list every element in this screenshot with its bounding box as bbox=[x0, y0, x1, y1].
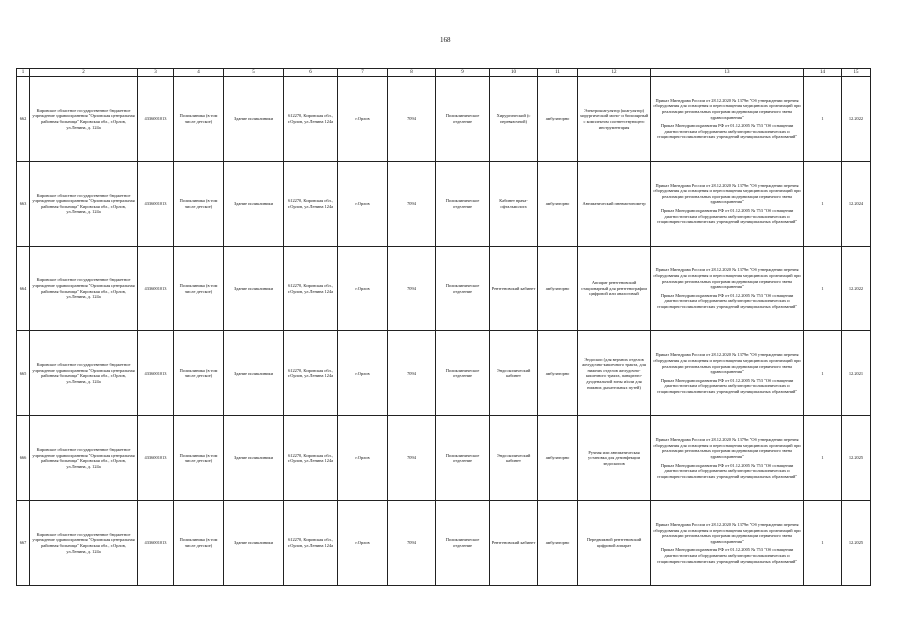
column-header: 8 bbox=[388, 69, 436, 77]
column-header: 10 bbox=[490, 69, 538, 77]
unit-cell: Поликлиника (в том числе детское) bbox=[174, 161, 224, 246]
regulation-order-753: Приказ Минздравсоцразвития РФ от 01.12.2005 № 753 "Об оснащении диагностическим оборудованием амбулаторно-поликлинических и стационарно-поликлинических учреждений муниципальных образований" bbox=[656, 123, 798, 140]
table-row bbox=[17, 77, 871, 162]
department-cell: Поликлиническое отделение bbox=[436, 331, 490, 416]
row-number: 662 bbox=[17, 77, 30, 162]
table-row bbox=[17, 501, 871, 586]
building-cell: Здание поликлиники bbox=[224, 77, 284, 162]
equipment-cell: Передвижной рентгеновский цифровой аппарат bbox=[578, 501, 651, 586]
care-type-cell: амбулаторно bbox=[538, 161, 578, 246]
city-cell: г.Орлов bbox=[338, 161, 388, 246]
address-cell: 612270, Кировская обл., г.Орлов, ул.Ленина 124а bbox=[284, 77, 338, 162]
address-cell: 612270, Кировская обл., г.Орлов, ул.Ленина 124а bbox=[284, 161, 338, 246]
regulation-order-753: Приказ Минздравсоцразвития РФ от 01.12.2005 № 753 "Об оснащении диагностическим оборудованием амбулаторно-поликлинических и стационарно-поликлинических учреждений муниципальных образований" bbox=[656, 462, 798, 479]
address-cell: 612270, Кировская обл., г.Орлов, ул.Ленина 124а bbox=[284, 246, 338, 331]
address-cell: 612270, Кировская обл., г.Орлов, ул.Ленина 124а bbox=[284, 416, 338, 501]
date-cell: 12.2025 bbox=[842, 501, 871, 586]
code-cell: 7094 bbox=[388, 161, 436, 246]
row-number: 665 bbox=[17, 331, 30, 416]
regulation-order-753: Приказ Минздравсоцразвития РФ от 01.12.2005 № 753 "Об оснащении диагностическим оборудованием амбулаторно-поликлинических и стационарно-поликлинических учреждений муниципальных образований" bbox=[656, 208, 798, 225]
regulation-order-1379n: Приказ Минздрава России от 28.12.2020 № 1379н "Об утверждении перечня оборудования для оснащения и переоснащения медицинских организаций при реализации региональных программ модернизации первичного звена здравоохранения" bbox=[653, 267, 801, 290]
organization-cell: Кировское областное государственное бюджетное учреждение здравоохранения "Орловская центральная районная больница" Кировская обл., г.Орлов, ул.Ленина, д. 124а bbox=[30, 416, 138, 501]
room-cell: Эндоскопический кабинет bbox=[490, 331, 538, 416]
row-number: 663 bbox=[17, 161, 30, 246]
equipment-cell: Электрокоагулятор (коагулятор) хирургический моно- и биполярный с комплектом соответствующего инструментария bbox=[578, 77, 651, 162]
department-cell: Поликлиническое отделение bbox=[436, 246, 490, 331]
code-cell: 7094 bbox=[388, 77, 436, 162]
date-cell: 12.2021 bbox=[842, 331, 871, 416]
quantity-cell: 1 bbox=[804, 416, 842, 501]
organization-cell: Кировское областное государственное бюджетное учреждение здравоохранения "Орловская центральная районная больница" Кировская обл., г.Орлов, ул.Ленина, д. 124а bbox=[30, 246, 138, 331]
inn-cell: 4336001013 bbox=[138, 77, 174, 162]
care-type-cell: амбулаторно bbox=[538, 77, 578, 162]
column-header: 9 bbox=[436, 69, 490, 77]
code-cell: 7094 bbox=[388, 501, 436, 586]
regulation-order-753: Приказ Минздравсоцразвития РФ от 01.12.2005 № 753 "Об оснащении диагностическим оборудованием амбулаторно-поликлинических и стационарно-поликлинических учреждений муниципальных образований" bbox=[656, 377, 798, 394]
table-row bbox=[17, 331, 871, 416]
department-cell: Поликлиническое отделение bbox=[436, 501, 490, 586]
room-cell: Рентгеновский кабинет bbox=[490, 246, 538, 331]
date-cell: 12.2022 bbox=[842, 246, 871, 331]
column-header: 7 bbox=[338, 69, 388, 77]
regulation-order-1379n: Приказ Минздрава России от 28.12.2020 № 1379н "Об утверждении перечня оборудования для оснащения и переоснащения медицинских организаций при реализации региональных программ модернизации первичного звена здравоохранения" bbox=[653, 182, 801, 205]
care-type-cell: амбулаторно bbox=[538, 246, 578, 331]
regulation-order-1379n: Приказ Минздрава России от 28.12.2020 № 1379н "Об утверждении перечня оборудования для оснащения и переоснащения медицинских организаций при реализации региональных программ модернизации первичного звена здравоохранения" bbox=[653, 521, 801, 544]
column-header: 5 bbox=[224, 69, 284, 77]
inn-cell: 4336001013 bbox=[138, 501, 174, 586]
unit-cell: Поликлиника (в том числе детское) bbox=[174, 77, 224, 162]
column-header: 11 bbox=[538, 69, 578, 77]
organization-cell: Кировское областное государственное бюджетное учреждение здравоохранения "Орловская центральная районная больница" Кировская обл., г.Орлов, ул.Ленина, д. 124а bbox=[30, 161, 138, 246]
row-number: 666 bbox=[17, 416, 30, 501]
quantity-cell: 1 bbox=[804, 331, 842, 416]
room-cell: Рентгеновский кабинет bbox=[490, 501, 538, 586]
building-cell: Здание поликлиники bbox=[224, 161, 284, 246]
unit-cell: Поликлиника (в том числе детское) bbox=[174, 246, 224, 331]
row-number: 664 bbox=[17, 246, 30, 331]
equipment-cell: Автоматический пневмотонометр bbox=[578, 161, 651, 246]
room-cell: Кабинет врача-офтальмолога bbox=[490, 161, 538, 246]
building-cell: Здание поликлиники bbox=[224, 331, 284, 416]
inn-cell: 4336001013 bbox=[138, 246, 174, 331]
date-cell: 12.2025 bbox=[842, 416, 871, 501]
column-header: 1 bbox=[17, 69, 30, 77]
address-cell: 612270, Кировская обл., г.Орлов, ул.Ленина 124а bbox=[284, 501, 338, 586]
date-cell: 12.2024 bbox=[842, 161, 871, 246]
regulation-cell bbox=[651, 246, 804, 331]
care-type-cell: амбулаторно bbox=[538, 331, 578, 416]
code-cell: 7094 bbox=[388, 246, 436, 331]
building-cell: Здание поликлиники bbox=[224, 501, 284, 586]
city-cell: г.Орлов bbox=[338, 246, 388, 331]
column-header: 15 bbox=[842, 69, 871, 77]
column-header: 4 bbox=[174, 69, 224, 77]
date-cell: 12.2022 bbox=[842, 77, 871, 162]
regulation-cell bbox=[651, 77, 804, 162]
quantity-cell: 1 bbox=[804, 246, 842, 331]
table-row bbox=[17, 161, 871, 246]
equipment-register-table bbox=[16, 68, 871, 586]
quantity-cell: 1 bbox=[804, 501, 842, 586]
regulation-cell bbox=[651, 416, 804, 501]
inn-cell: 4336001013 bbox=[138, 161, 174, 246]
page-number: 168 bbox=[440, 36, 451, 44]
unit-cell: Поликлиника (в том числе детское) bbox=[174, 331, 224, 416]
building-cell: Здание поликлиники bbox=[224, 246, 284, 331]
regulation-order-753: Приказ Минздравсоцразвития РФ от 01.12.2005 № 753 "Об оснащении диагностическим оборудованием амбулаторно-поликлинических и стационарно-поликлинических учреждений муниципальных образований" bbox=[656, 547, 798, 564]
room-cell: Хирургический (с перевязочной) bbox=[490, 77, 538, 162]
table-body bbox=[17, 77, 871, 586]
city-cell: г.Орлов bbox=[338, 77, 388, 162]
department-cell: Поликлиническое отделение bbox=[436, 161, 490, 246]
column-header: 12 bbox=[578, 69, 651, 77]
organization-cell: Кировское областное государственное бюджетное учреждение здравоохранения "Орловская центральная районная больница" Кировская обл., г.Орлов, ул.Ленина, д. 124а bbox=[30, 331, 138, 416]
care-type-cell: амбулаторно bbox=[538, 416, 578, 501]
inn-cell: 4336001013 bbox=[138, 331, 174, 416]
column-header: 6 bbox=[284, 69, 338, 77]
equipment-cell: Эндоскоп (для верхних отделов желудочно-кишечного тракта, для нижних отделов желудочно-кишечного тракта, панкреато-дуоденальной зоны и/или для нижних дыхательных путей) bbox=[578, 331, 651, 416]
code-cell: 7094 bbox=[388, 331, 436, 416]
regulation-cell bbox=[651, 161, 804, 246]
column-header: 2 bbox=[30, 69, 138, 77]
department-cell: Поликлиническое отделение bbox=[436, 416, 490, 501]
regulation-order-1379n: Приказ Минздрава России от 28.12.2020 № 1379н "Об утверждении перечня оборудования для оснащения и переоснащения медицинских организаций при реализации региональных программ модернизации первичного звена здравоохранения" bbox=[653, 352, 801, 375]
quantity-cell: 1 bbox=[804, 161, 842, 246]
organization-cell: Кировское областное государственное бюджетное учреждение здравоохранения "Орловская центральная районная больница" Кировская обл., г.Орлов, ул.Ленина, д. 124а bbox=[30, 77, 138, 162]
care-type-cell: амбулаторно bbox=[538, 501, 578, 586]
building-cell: Здание поликлиники bbox=[224, 416, 284, 501]
regulation-order-1379n: Приказ Минздрава России от 28.12.2020 № 1379н "Об утверждении перечня оборудования для оснащения и переоснащения медицинских организаций при реализации региональных программ модернизации первичного звена здравоохранения" bbox=[653, 97, 801, 120]
organization-cell: Кировское областное государственное бюджетное учреждение здравоохранения "Орловская центральная районная больница" Кировская обл., г.Орлов, ул.Ленина, д. 124а bbox=[30, 501, 138, 586]
unit-cell: Поликлиника (в том числе детское) bbox=[174, 416, 224, 501]
header-row bbox=[17, 69, 871, 77]
code-cell: 7094 bbox=[388, 416, 436, 501]
table-row bbox=[17, 416, 871, 501]
column-header: 14 bbox=[804, 69, 842, 77]
table-row bbox=[17, 246, 871, 331]
row-number: 667 bbox=[17, 501, 30, 586]
address-cell: 612270, Кировская обл., г.Орлов, ул.Ленина 124а bbox=[284, 331, 338, 416]
department-cell: Поликлиническое отделение bbox=[436, 77, 490, 162]
city-cell: г.Орлов bbox=[338, 501, 388, 586]
regulation-cell bbox=[651, 331, 804, 416]
regulation-cell bbox=[651, 501, 804, 586]
column-header: 3 bbox=[138, 69, 174, 77]
regulation-order-1379n: Приказ Минздрава России от 28.12.2020 № 1379н "Об утверждении перечня оборудования для оснащения и переоснащения медицинских организаций при реализации региональных программ модернизации первичного звена здравоохранения" bbox=[653, 437, 801, 459]
city-cell: г.Орлов bbox=[338, 416, 388, 501]
equipment-cell: Ручная или автоматическая установка для дезинфекции эндоскопов bbox=[578, 416, 651, 501]
inn-cell: 4336001013 bbox=[138, 416, 174, 501]
quantity-cell: 1 bbox=[804, 77, 842, 162]
room-cell: Эндоскопический кабинет bbox=[490, 416, 538, 501]
regulation-order-753: Приказ Минздравсоцразвития РФ от 01.12.2005 № 753 "Об оснащении диагностическим оборудованием амбулаторно-поликлинических и стационарно-поликлинических учреждений муниципальных образований" bbox=[656, 292, 798, 310]
city-cell: г.Орлов bbox=[338, 331, 388, 416]
column-header: 13 bbox=[651, 69, 804, 77]
equipment-cell: Аппарат рентгеновский стационарный для рентгенографии цифровой или аналоговый bbox=[578, 246, 651, 331]
unit-cell: Поликлиника (в том числе детское) bbox=[174, 501, 224, 586]
